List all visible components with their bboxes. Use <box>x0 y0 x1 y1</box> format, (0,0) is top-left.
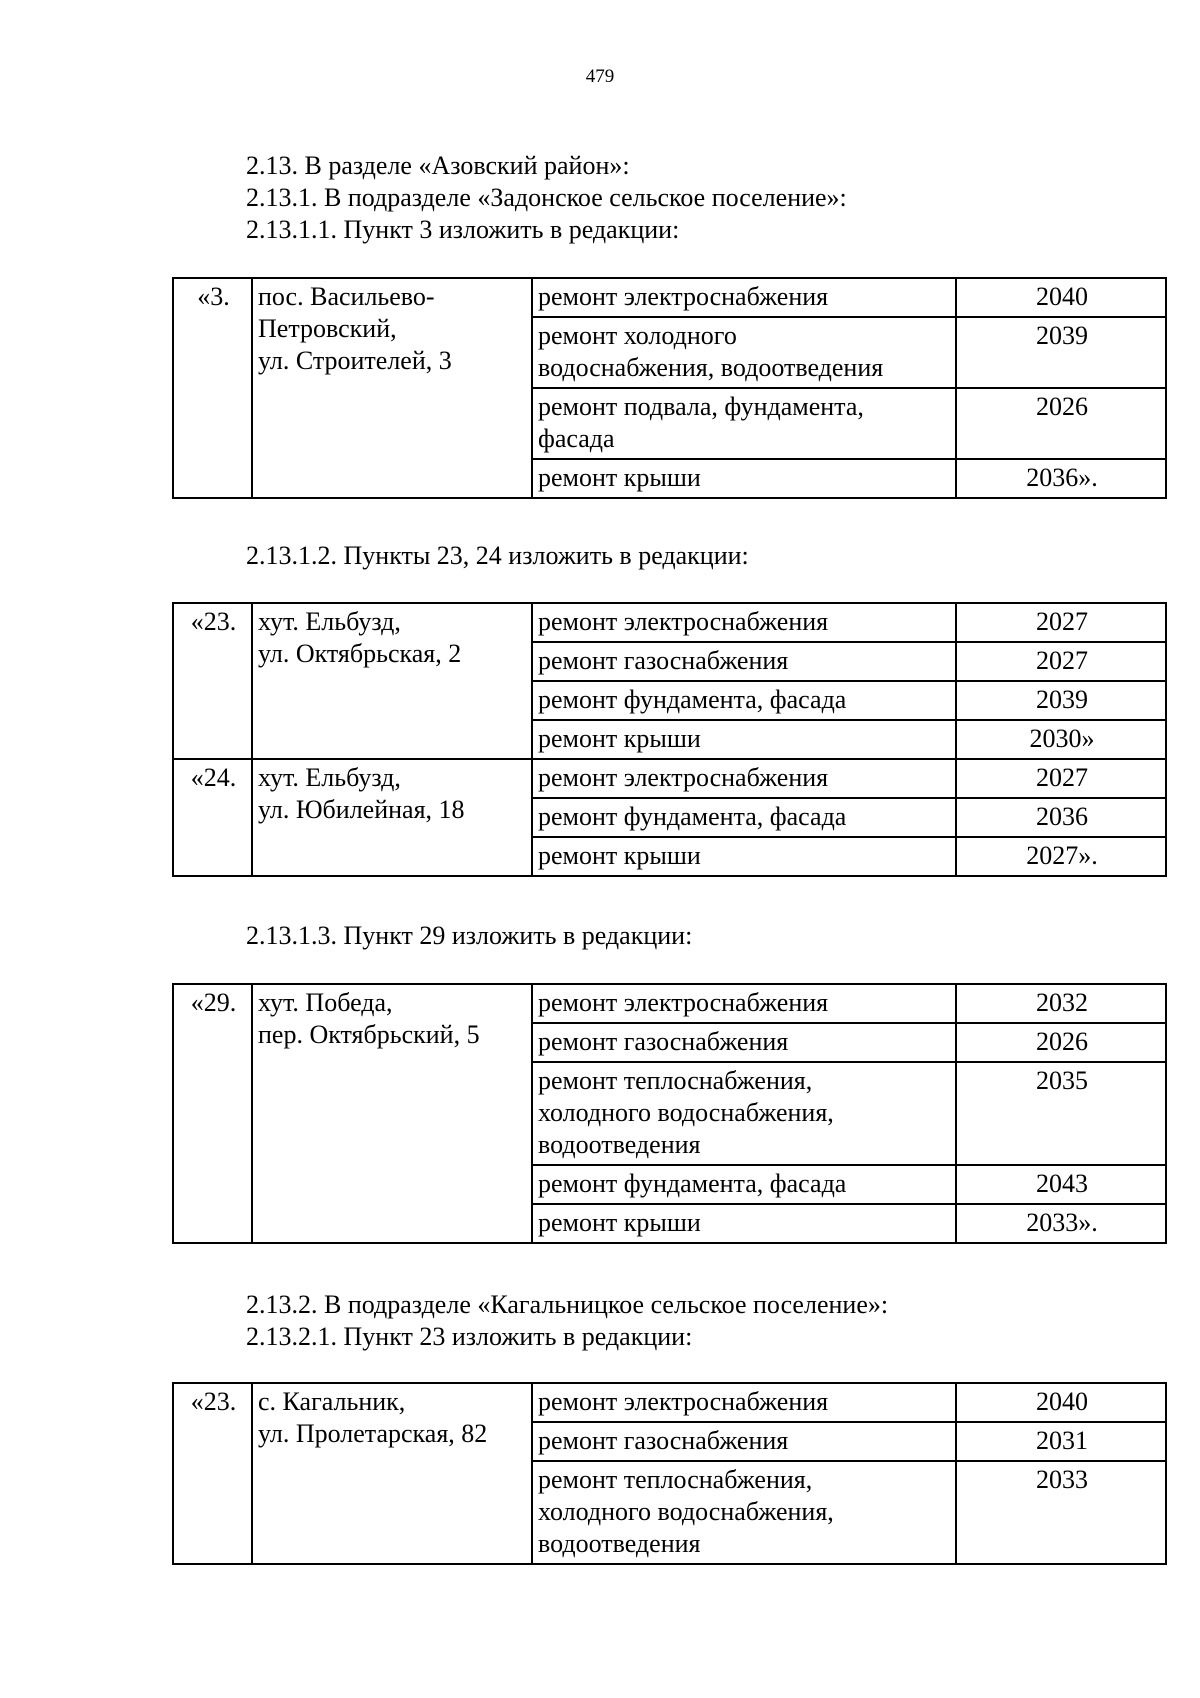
planned-year-cell: 2030» <box>956 720 1166 759</box>
planned-year-cell: 2039 <box>956 317 1166 388</box>
work-type-cell <box>532 388 956 459</box>
planned-year-cell: 2043 <box>956 1165 1166 1204</box>
work-type-cell <box>532 759 956 798</box>
work-type-cell <box>532 603 956 642</box>
address-line: хут. Ельбузд, <box>258 763 401 792</box>
address-cell <box>252 278 532 498</box>
planned-year-cell: 2036». <box>956 459 1166 498</box>
work-type-line: ремонт газоснабжения <box>538 646 789 675</box>
planned-year-cell: 2027». <box>956 837 1166 876</box>
table-row <box>173 759 1166 798</box>
work-type-line: ремонт крыши <box>538 841 701 870</box>
planned-year-cell: 2027 <box>956 642 1166 681</box>
work-type-cell <box>532 1165 956 1204</box>
address-cell <box>252 603 532 759</box>
item-number: «23. <box>173 603 252 759</box>
work-type-line: ремонт электроснабжения <box>538 282 829 311</box>
planned-year-cell: 2035 <box>956 1062 1166 1165</box>
planned-year-cell: 2033». <box>956 1204 1166 1243</box>
work-type-line: ремонт крыши <box>538 1208 701 1237</box>
work-type-line: ремонт электроснабжения <box>538 1387 829 1416</box>
work-type-line: ремонт подвала, фундамента, <box>538 392 864 421</box>
table-row <box>173 278 1166 317</box>
work-type-cell <box>532 1422 956 1461</box>
item-heading: 2.13.1.1. Пункт 3 изложить в редакции: <box>246 215 680 244</box>
planned-year-cell: 2040 <box>956 278 1166 317</box>
work-type-line: ремонт электроснабжения <box>538 607 829 636</box>
address-cell <box>252 1383 532 1564</box>
address-line: хут. Победа, <box>258 988 393 1017</box>
table-item-3 <box>172 277 1167 499</box>
work-type-line: холодного водоснабжения, <box>538 1098 834 1127</box>
planned-year-cell: 2032 <box>956 984 1166 1023</box>
address-line: пос. Васильево- <box>258 282 435 311</box>
work-type-line: водоснабжения, водоотведения <box>538 353 884 382</box>
planned-year-cell: 2039 <box>956 681 1166 720</box>
planned-year-cell: 2040 <box>956 1383 1166 1422</box>
item-number: «24. <box>173 759 252 876</box>
subsection-heading: 2.13.1. В подразделе «Задонское сельское поселение»: <box>246 183 847 212</box>
page-number: 479 <box>585 66 615 87</box>
work-type-cell <box>532 317 956 388</box>
work-type-line: ремонт фундамента, фасада <box>538 685 847 714</box>
work-type-line: ремонт теплоснабжения, <box>538 1066 813 1095</box>
work-type-cell <box>532 837 956 876</box>
item-number: «3. <box>173 278 252 498</box>
planned-year-cell: 2027 <box>956 603 1166 642</box>
table-kagalnik-item-23 <box>172 1382 1167 1565</box>
address-cell <box>252 984 532 1243</box>
address-line: хут. Ельбузд, <box>258 607 401 636</box>
item-number: «29. <box>173 984 252 1243</box>
work-type-line: ремонт электроснабжения <box>538 988 829 1017</box>
work-type-line: водоотведения <box>538 1130 701 1159</box>
item-number: «23. <box>173 1383 252 1564</box>
table-item-29 <box>172 983 1167 1244</box>
item-heading: 2.13.2.1. Пункт 23 изложить в редакции: <box>246 1322 693 1351</box>
work-type-cell <box>532 642 956 681</box>
work-type-line: ремонт газоснабжения <box>538 1426 789 1455</box>
work-type-cell <box>532 798 956 837</box>
work-type-cell <box>532 720 956 759</box>
work-type-line: ремонт фундамента, фасада <box>538 1169 847 1198</box>
subsection-heading: 2.13.2. В подразделе «Кагальницкое сельское поселение»: <box>246 1290 889 1319</box>
table-items-23-24 <box>172 602 1167 877</box>
table-row <box>173 1383 1166 1422</box>
table-row <box>173 603 1166 642</box>
address-line: ул. Октябрьская, 2 <box>258 639 462 668</box>
planned-year-cell: 2033 <box>956 1461 1166 1564</box>
work-type-cell <box>532 681 956 720</box>
planned-year-cell: 2036 <box>956 798 1166 837</box>
work-type-line: фасада <box>538 424 615 453</box>
item-heading: 2.13.1.2. Пункты 23, 24 изложить в редакции: <box>246 541 749 570</box>
work-type-cell <box>532 459 956 498</box>
planned-year-cell: 2026 <box>956 1023 1166 1062</box>
address-line: ул. Юбилейная, 18 <box>258 795 465 824</box>
planned-year-cell: 2026 <box>956 388 1166 459</box>
section-heading: 2.13. В разделе «Азовский район»: <box>246 151 630 180</box>
work-type-cell <box>532 1023 956 1062</box>
item-heading: 2.13.1.3. Пункт 29 изложить в редакции: <box>246 921 693 950</box>
work-type-line: ремонт крыши <box>538 463 701 492</box>
table-row <box>173 984 1166 1023</box>
work-type-line: ремонт газоснабжения <box>538 1027 789 1056</box>
work-type-cell <box>532 1461 956 1564</box>
work-type-cell <box>532 1383 956 1422</box>
address-cell <box>252 759 532 876</box>
address-line: с. Кагальник, <box>258 1387 406 1416</box>
address-line: пер. Октябрьский, 5 <box>258 1020 480 1049</box>
work-type-cell <box>532 984 956 1023</box>
planned-year-cell: 2031 <box>956 1422 1166 1461</box>
work-type-line: ремонт электроснабжения <box>538 763 829 792</box>
work-type-cell <box>532 1062 956 1165</box>
work-type-cell <box>532 1204 956 1243</box>
address-line: ул. Пролетарская, 82 <box>258 1419 488 1448</box>
address-line: Петровский, <box>258 314 397 343</box>
work-type-line: водоотведения <box>538 1529 701 1558</box>
work-type-line: холодного водоснабжения, <box>538 1497 834 1526</box>
work-type-line: ремонт теплоснабжения, <box>538 1465 813 1494</box>
work-type-line: ремонт фундамента, фасада <box>538 802 847 831</box>
address-line: ул. Строителей, 3 <box>258 346 452 375</box>
work-type-line: ремонт холодного <box>538 321 737 350</box>
work-type-cell <box>532 278 956 317</box>
planned-year-cell: 2027 <box>956 759 1166 798</box>
work-type-line: ремонт крыши <box>538 724 701 753</box>
